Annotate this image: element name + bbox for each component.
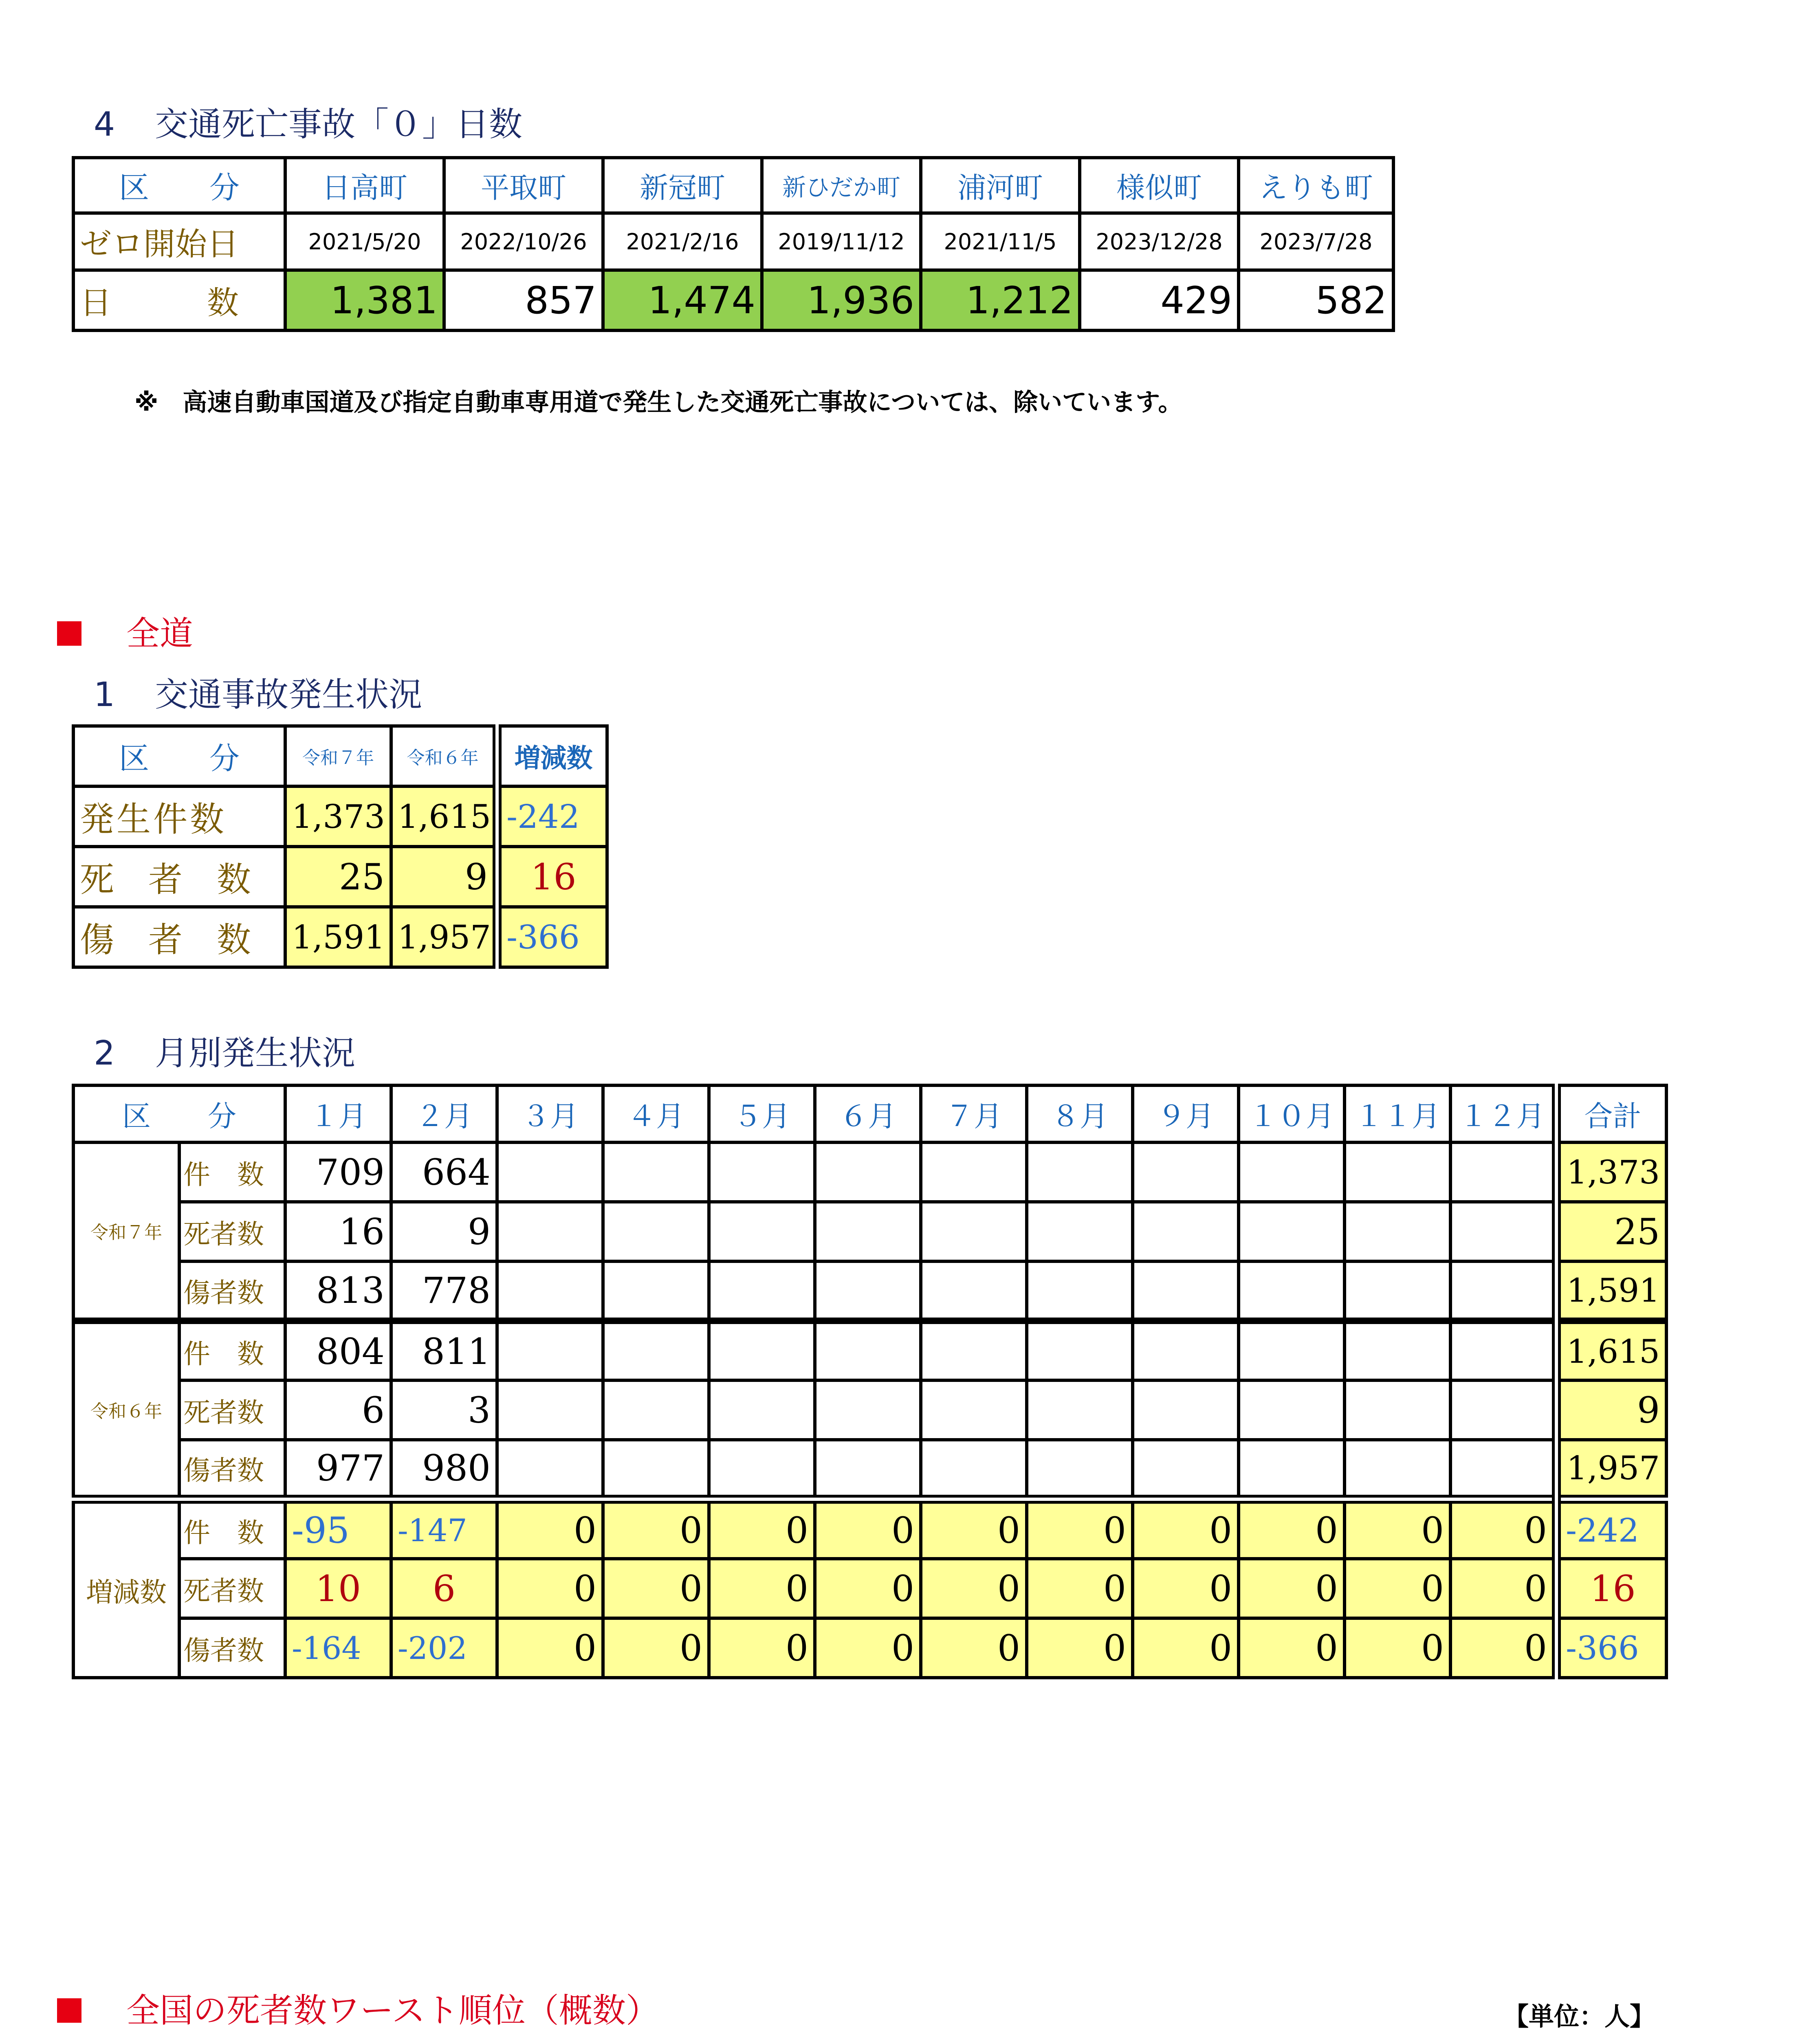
monthly-cell: 0 [1133, 1559, 1239, 1618]
zendo-s2-title-text: 月別発生状況 [155, 1034, 356, 1073]
zero-days-header-row [73, 158, 1393, 213]
monthly-cell [921, 1142, 1027, 1202]
section4-title-text: 交通死亡事故「０」日数 [155, 105, 523, 144]
monthly-cell [603, 1321, 709, 1380]
monthly-cell [1027, 1321, 1133, 1380]
monthly-cell [709, 1321, 815, 1380]
month-header: ５月 [709, 1085, 815, 1142]
monthly-cell: 980 [391, 1440, 497, 1499]
monthly-cell [815, 1202, 921, 1261]
monthly-cell [1450, 1380, 1556, 1440]
monthly-cell: 0 [921, 1559, 1027, 1618]
monthly-cell [603, 1380, 709, 1440]
monthly-row [73, 1380, 1666, 1440]
zero-start-date: 2022/10/26 [444, 213, 603, 270]
summary-r7-value: 1,591 [285, 907, 391, 967]
monthly-cell: -202 [391, 1618, 497, 1678]
monthly-cell: 3 [391, 1380, 497, 1440]
red-square-icon [57, 1998, 81, 2023]
monthly-cell [1133, 1142, 1239, 1202]
monthly-cell: 0 [709, 1618, 815, 1678]
unit-label: 【単位：人】 [1503, 2002, 1655, 2031]
summary-row [73, 786, 607, 847]
summary-diff-value: 16 [497, 847, 607, 907]
monthly-cell: 0 [921, 1499, 1027, 1559]
monthly-cell: 811 [391, 1321, 497, 1380]
town-header: 新ひだか町 [762, 158, 921, 213]
town-header: 日高町 [285, 158, 444, 213]
monthly-cell [1345, 1142, 1450, 1202]
monthly-group-label: 令和７年 [73, 1142, 179, 1321]
town-header: えりも町 [1239, 158, 1393, 213]
monthly-cell: -95 [285, 1499, 391, 1559]
monthly-cell [1239, 1440, 1345, 1499]
accident-summary-table [72, 724, 609, 969]
zendo-heading [57, 614, 194, 653]
monthly-cell: -164 [285, 1618, 391, 1678]
month-header: ４月 [603, 1085, 709, 1142]
monthly-cell [1027, 1202, 1133, 1261]
town-header: 浦河町 [921, 158, 1080, 213]
monthly-cell [709, 1261, 815, 1321]
monthly-cell: 0 [497, 1499, 603, 1559]
monthly-total-cell: -242 [1556, 1499, 1666, 1559]
monthly-cell: 709 [285, 1142, 391, 1202]
month-header: ３月 [497, 1085, 603, 1142]
monthly-cell: 10 [285, 1559, 391, 1618]
monthly-cell [603, 1142, 709, 1202]
monthly-row [73, 1499, 1666, 1559]
monthly-row [73, 1440, 1666, 1499]
zendo-s1-title [94, 675, 423, 714]
monthly-cell [1450, 1440, 1556, 1499]
monthly-cell [1345, 1321, 1450, 1380]
monthly-row-label: 件 数 [179, 1142, 285, 1202]
zero-days-header-label: 区 分 [73, 158, 285, 213]
monthly-total-header: 合計 [1556, 1085, 1666, 1142]
town-header: 平取町 [444, 158, 603, 213]
zero-days-value: 429 [1080, 270, 1239, 330]
zendo-s1-number: 1 [94, 675, 115, 714]
monthly-row-label: 死者数 [179, 1380, 285, 1440]
monthly-cell [1133, 1440, 1239, 1499]
zero-days-label: 日 数 [73, 270, 285, 330]
monthly-cell [1027, 1440, 1133, 1499]
monthly-cell [497, 1202, 603, 1261]
zero-days-value: 1,474 [603, 270, 762, 330]
monthly-cell [921, 1440, 1027, 1499]
monthly-cell: 0 [1239, 1559, 1345, 1618]
month-header: ８月 [1027, 1085, 1133, 1142]
monthly-cell [603, 1440, 709, 1499]
town-header: 様似町 [1080, 158, 1239, 213]
monthly-cell [1239, 1380, 1345, 1440]
national-heading [57, 1991, 659, 2030]
summary-row [73, 907, 607, 967]
summary-r7-value: 1,373 [285, 786, 391, 847]
summary-header-row [73, 726, 607, 786]
monthly-cell [497, 1440, 603, 1499]
summary-col-r6: 令和６年 [391, 726, 497, 786]
summary-diff-value: -366 [497, 907, 607, 967]
monthly-cell: 0 [709, 1499, 815, 1559]
monthly-cell: 0 [1027, 1559, 1133, 1618]
monthly-cell [815, 1142, 921, 1202]
monthly-row-label: 件 数 [179, 1499, 285, 1559]
monthly-cell: 0 [815, 1559, 921, 1618]
monthly-row-label: 傷者数 [179, 1618, 285, 1678]
monthly-cell [1133, 1321, 1239, 1380]
monthly-cell [1239, 1202, 1345, 1261]
monthly-cell: 977 [285, 1440, 391, 1499]
zendo-s1-title-text: 交通事故発生状況 [155, 675, 423, 714]
national-heading-text: 全国の死者数ワースト順位（概数） [126, 1991, 659, 2030]
month-header: ２月 [391, 1085, 497, 1142]
monthly-cell: 6 [391, 1559, 497, 1618]
zero-days-row [73, 270, 1393, 330]
month-header: １０月 [1239, 1085, 1345, 1142]
monthly-row [73, 1559, 1666, 1618]
town-header: 新冠町 [603, 158, 762, 213]
section4-note: ※ 高速自動車国道及び指定自動車専用道で発生した交通死亡事故については、除いています。 [134, 388, 1183, 417]
monthly-cell [709, 1142, 815, 1202]
monthly-row-label: 傷者数 [179, 1440, 285, 1499]
monthly-cell [1450, 1142, 1556, 1202]
monthly-cell: 0 [1027, 1618, 1133, 1678]
month-header: ６月 [815, 1085, 921, 1142]
monthly-cell [1345, 1440, 1450, 1499]
monthly-cell [1450, 1202, 1556, 1261]
monthly-cell: 0 [1450, 1499, 1556, 1559]
monthly-total-cell: 9 [1556, 1380, 1666, 1440]
summary-row-label: 発生件数 [73, 786, 285, 847]
monthly-cell [815, 1380, 921, 1440]
zero-start-label: ゼロ開始日 [73, 213, 285, 270]
monthly-cell: 778 [391, 1261, 497, 1321]
summary-r6-value: 9 [391, 847, 497, 907]
monthly-total-cell: 1,591 [1556, 1261, 1666, 1321]
month-header: １２月 [1450, 1085, 1556, 1142]
monthly-cell [1239, 1142, 1345, 1202]
monthly-cell: 0 [815, 1499, 921, 1559]
section4-title [94, 105, 523, 144]
monthly-cell [1027, 1261, 1133, 1321]
monthly-cell: 664 [391, 1142, 497, 1202]
monthly-row [73, 1618, 1666, 1678]
monthly-row-label: 傷者数 [179, 1261, 285, 1321]
monthly-cell: 0 [815, 1618, 921, 1678]
monthly-table [72, 1084, 1668, 1679]
monthly-cell: 0 [497, 1559, 603, 1618]
zero-start-date: 2023/12/28 [1080, 213, 1239, 270]
month-header: ７月 [921, 1085, 1027, 1142]
monthly-row [73, 1321, 1666, 1380]
summary-col-diff: 増減数 [497, 726, 607, 786]
zero-start-row [73, 213, 1393, 270]
monthly-total-cell: 1,373 [1556, 1142, 1666, 1202]
summary-col-r7: 令和７年 [285, 726, 391, 786]
monthly-cell [497, 1142, 603, 1202]
zero-days-value: 582 [1239, 270, 1393, 330]
monthly-cell [921, 1202, 1027, 1261]
monthly-cell: 6 [285, 1380, 391, 1440]
monthly-cell: 0 [1027, 1499, 1133, 1559]
monthly-cell: 16 [285, 1202, 391, 1261]
zero-start-date: 2021/2/16 [603, 213, 762, 270]
monthly-row-label: 死者数 [179, 1202, 285, 1261]
monthly-cell [1027, 1142, 1133, 1202]
monthly-cell [1450, 1261, 1556, 1321]
monthly-cell [1345, 1202, 1450, 1261]
monthly-cell [1345, 1261, 1450, 1321]
monthly-cell: 0 [1133, 1499, 1239, 1559]
monthly-cell [1450, 1321, 1556, 1380]
monthly-cell: 0 [1450, 1618, 1556, 1678]
monthly-total-cell: -366 [1556, 1618, 1666, 1678]
monthly-cell [1133, 1261, 1239, 1321]
monthly-cell [815, 1440, 921, 1499]
monthly-cell: 0 [1345, 1499, 1450, 1559]
zendo-heading-text: 全道 [126, 614, 194, 653]
monthly-cell [1133, 1202, 1239, 1261]
monthly-cell: 0 [709, 1559, 815, 1618]
zero-start-date: 2021/5/20 [285, 213, 444, 270]
monthly-cell: 0 [1239, 1499, 1345, 1559]
summary-header-label: 区 分 [73, 726, 285, 786]
monthly-cell: 9 [391, 1202, 497, 1261]
monthly-cell [921, 1321, 1027, 1380]
summary-diff-value: -242 [497, 786, 607, 847]
monthly-cell [497, 1380, 603, 1440]
monthly-cell: 0 [603, 1559, 709, 1618]
monthly-cell [815, 1321, 921, 1380]
monthly-cell: 0 [1345, 1559, 1450, 1618]
monthly-cell [603, 1261, 709, 1321]
zero-days-value: 857 [444, 270, 603, 330]
monthly-total-cell: 25 [1556, 1202, 1666, 1261]
summary-r6-value: 1,615 [391, 786, 497, 847]
zero-days-table [72, 156, 1395, 332]
monthly-cell: 0 [1450, 1559, 1556, 1618]
monthly-cell: 0 [603, 1499, 709, 1559]
summary-row [73, 847, 607, 907]
monthly-row [73, 1142, 1666, 1202]
monthly-cell [921, 1380, 1027, 1440]
zendo-s2-title [94, 1034, 356, 1073]
monthly-cell [1239, 1261, 1345, 1321]
zendo-s2-number: 2 [94, 1034, 115, 1073]
monthly-cell [603, 1202, 709, 1261]
monthly-total-cell: 1,957 [1556, 1440, 1666, 1499]
zero-start-date: 2019/11/12 [762, 213, 921, 270]
monthly-cell: -147 [391, 1499, 497, 1559]
monthly-cell [1345, 1380, 1450, 1440]
zero-days-value: 1,936 [762, 270, 921, 330]
month-header: １月 [285, 1085, 391, 1142]
monthly-cell [815, 1261, 921, 1321]
monthly-cell [1027, 1380, 1133, 1440]
zero-start-date: 2023/7/28 [1239, 213, 1393, 270]
monthly-row [73, 1202, 1666, 1261]
monthly-cell [921, 1261, 1027, 1321]
monthly-cell: 0 [497, 1618, 603, 1678]
monthly-cell [709, 1440, 815, 1499]
monthly-cell: 813 [285, 1261, 391, 1321]
monthly-cell [709, 1202, 815, 1261]
monthly-total-cell: 1,615 [1556, 1321, 1666, 1380]
summary-row-label: 傷 者 数 [73, 907, 285, 967]
monthly-row [73, 1261, 1666, 1321]
monthly-cell [709, 1380, 815, 1440]
month-header: １１月 [1345, 1085, 1450, 1142]
monthly-total-cell: 16 [1556, 1559, 1666, 1618]
zero-start-date: 2021/11/5 [921, 213, 1080, 270]
monthly-cell: 0 [921, 1618, 1027, 1678]
monthly-row-label: 死者数 [179, 1559, 285, 1618]
monthly-header-label: 区 分 [73, 1085, 285, 1142]
section4-number: 4 [94, 105, 115, 144]
monthly-group-label: 令和６年 [73, 1321, 179, 1499]
zero-days-value: 1,212 [921, 270, 1080, 330]
monthly-cell: 0 [1133, 1618, 1239, 1678]
monthly-header-row [73, 1085, 1666, 1142]
monthly-cell: 0 [1239, 1618, 1345, 1678]
monthly-cell: 804 [285, 1321, 391, 1380]
zero-days-value: 1,381 [285, 270, 444, 330]
summary-row-label: 死 者 数 [73, 847, 285, 907]
monthly-row-label: 件 数 [179, 1321, 285, 1380]
monthly-cell: 0 [1345, 1618, 1450, 1678]
monthly-cell [1133, 1380, 1239, 1440]
red-square-icon [57, 621, 81, 646]
monthly-cell [497, 1321, 603, 1380]
month-header: ９月 [1133, 1085, 1239, 1142]
monthly-cell [497, 1261, 603, 1321]
monthly-cell [1239, 1321, 1345, 1380]
monthly-cell: 0 [603, 1618, 709, 1678]
summary-r7-value: 25 [285, 847, 391, 907]
summary-r6-value: 1,957 [391, 907, 497, 967]
monthly-group-label: 増減数 [73, 1499, 179, 1678]
